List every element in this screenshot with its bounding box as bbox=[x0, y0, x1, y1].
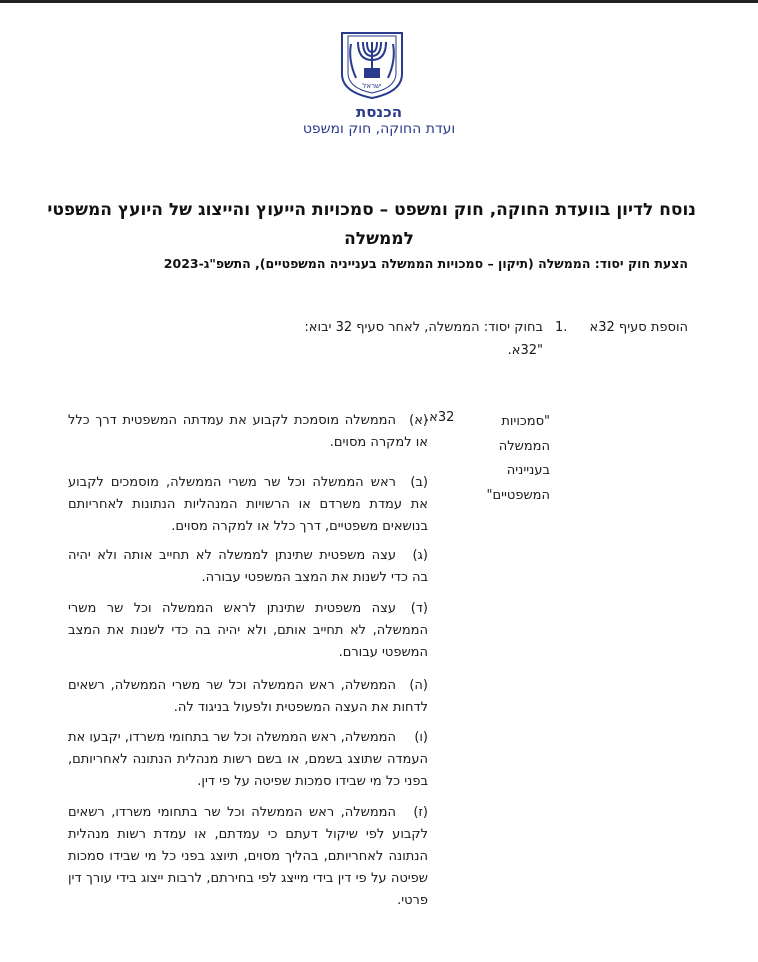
subsection-text: הממשלה, ראש הממשלה וכל שר בתחומי משרדו, יקבעו את העמדה שתוצג בשמם, או בשם רשות מנהלית הנתונה לאחריותם, בפני כל מי שבידו סמכות שפיטה על פי דין. bbox=[68, 730, 428, 789]
section-mark: "32א. bbox=[507, 343, 543, 358]
subsection-label: (א) bbox=[409, 413, 428, 428]
subsection-label: (ב) bbox=[410, 475, 428, 490]
subsection-label: (ה) bbox=[409, 678, 428, 693]
top-border bbox=[0, 0, 758, 3]
subsection-z bbox=[68, 802, 428, 912]
menorah-emblem-icon bbox=[338, 30, 406, 100]
subsection-label: (ז) bbox=[413, 805, 428, 820]
institution-name: הכנסת bbox=[355, 103, 403, 121]
subsection-text: הממשלה, ראש הממשלה וכל שר משרי הממשלה, רשאים לדחות את העצה המשפטית ולפעול בניגוד לה. bbox=[68, 678, 428, 715]
subsection-label: (ג) bbox=[412, 548, 428, 563]
subsection-text: עצה משפטית שתינתן לממשלה לא תחייב אותה ולא יהיה בה כדי לשנות את המצב המשפטי עבורה. bbox=[68, 548, 428, 585]
subsection-label: (ו) bbox=[414, 730, 428, 745]
subsection-b bbox=[68, 472, 428, 538]
amendment-margin-label: הוספת סעיף 32א bbox=[589, 320, 688, 335]
subsection-text: עצה משפטית שתינתן לראש הממשלה וכל שר משרי הממשלה, לא תחייב אותם, ולא יהיה בה כדי לשנות את המצב המשפטי עבורם. bbox=[68, 601, 428, 660]
committee-name: ועדת החוקה, חוק ומשפט bbox=[302, 121, 456, 137]
bill-subtitle: הצעת חוק יסוד: הממשלה (תיקון – סמכויות הממשלה בענייניה המשפטיים), התשפ"ג-2023 bbox=[163, 256, 688, 271]
subsection-d bbox=[68, 598, 428, 664]
svg-text:ישראל: ישראל bbox=[362, 82, 382, 90]
amendment-number: 1. bbox=[555, 320, 568, 335]
subsection-text: הממשלה, ראש הממשלה וכל שר בתחומי משרדו, רשאים לקבוע לפי שיקול דעתם כי עמדתם, או עמדת רשות מנהלית הנתונה לאחריותם, בהליך מסוים, תיוצג בפני כל מי שבידו סמכות שפיטה על פי דין בידי מייצג לפי בחירתם, לרבות ייצוג בידי עורך דין פרטי. bbox=[68, 805, 428, 908]
subsection-text: ראש הממשלה וכל שר משרי הממשלה, מוסמכים לקבוע את עמדת משרדם או הרשויות המנהליות הנתונות לאחריותם בנושאים משפטיים, דרך כלל או למקרה מסוים. bbox=[68, 475, 428, 534]
subsection-text: הממשלה מוסמכת לקבוע את עמדתה המשפטית דרך כלל או למקרה מסוים. bbox=[68, 413, 428, 450]
section-number: 32א. bbox=[425, 410, 455, 425]
amendment-intro: בחוק יסוד: הממשלה, לאחר סעיף 32 יבוא: bbox=[304, 320, 543, 335]
document-title-continued: לממשלה bbox=[344, 229, 414, 249]
subsection-label: (ד) bbox=[410, 601, 428, 616]
document-title: נוסח לדיון בוועדת החוקה, חוק ומשפט – סמכויות הייעוץ והייצוג של היועץ המשפטי bbox=[47, 200, 696, 220]
subsection-a bbox=[68, 410, 428, 454]
section-margin-title: "סמכויות הממשלה בענייניה המשפטיים" bbox=[486, 414, 550, 503]
subsection-h bbox=[68, 675, 428, 719]
subsection-v bbox=[68, 727, 428, 793]
subsection-g bbox=[68, 545, 428, 589]
